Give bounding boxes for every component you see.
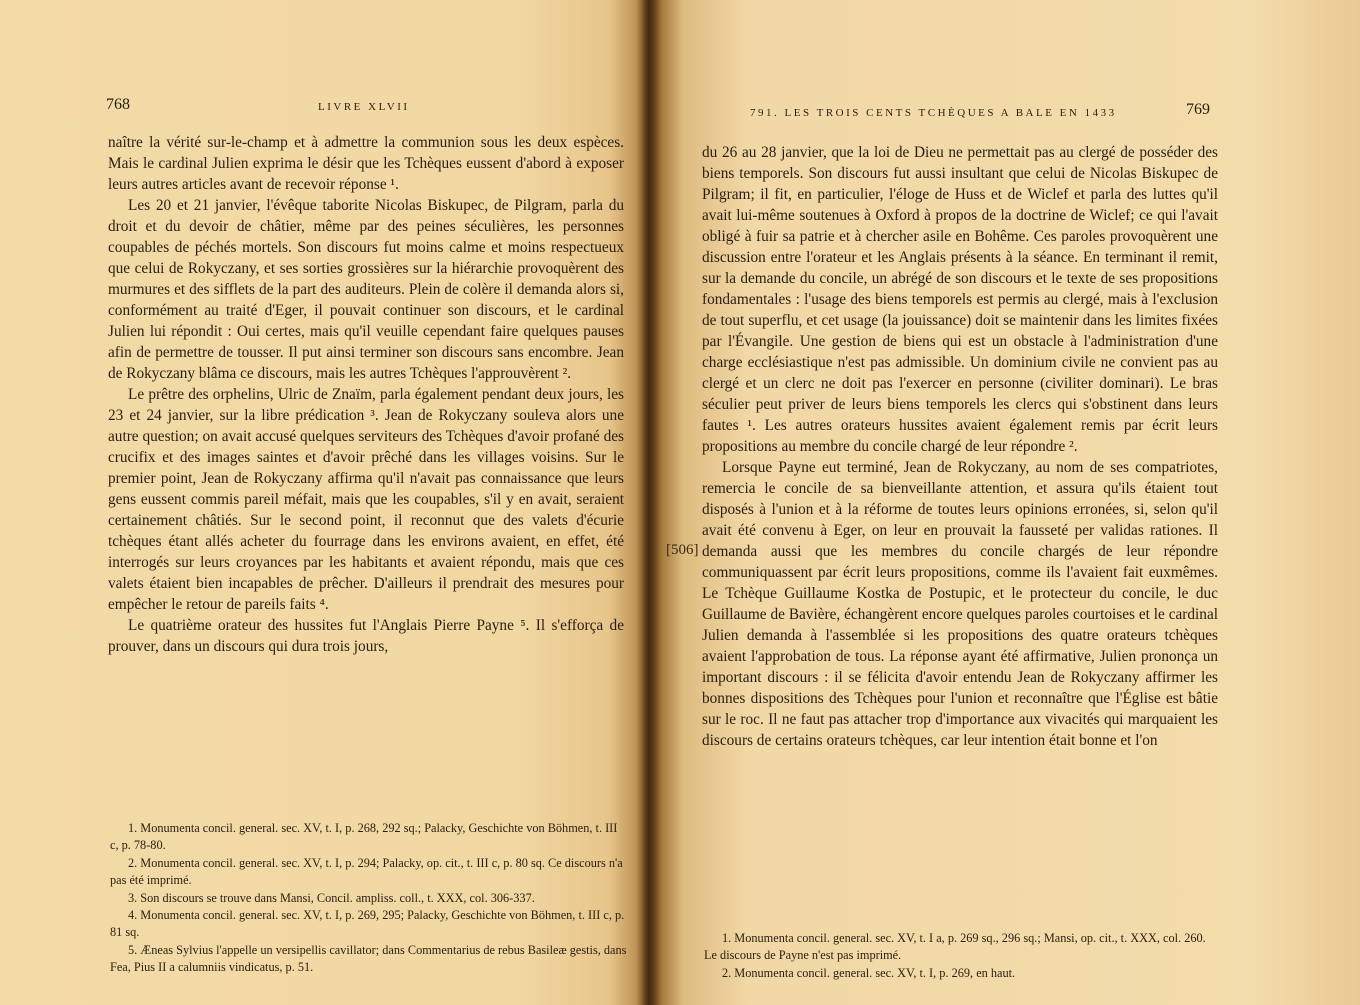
left-footnotes bbox=[110, 820, 628, 977]
paragraph: naître la vérité sur-le-champ et à admettre la communion sous les deux espèces. Mais le cardinal Julien exprima le désir que les Tchèques eussent d'abord à exposer leurs autres articles avant de recevoir réponse ¹. bbox=[108, 134, 624, 193]
footnote: 1. Monumenta concil. general. sec. XV, t. I a, p. 269 sq., 296 sq.; Mansi, op. cit., t. XXX, col. 260. Le discours de Payne n'est pas imprimé. bbox=[704, 931, 1206, 963]
page-number-left: 768 bbox=[106, 96, 130, 113]
paragraph: Lorsque Payne eut terminé, Jean de Rokyczany, au nom de ses compatriotes, remercia le concile de sa bienveillante attention, et assura qu'ils étaient tout disposés à l'union et à la réforme de toutes leurs opinions erronées, si, selon qu'il avait été convenu à Eger, on leur en prouvait la fausseté per validas rationes. Il demanda aussi que les membres du concile chargés de leur répondre communiquassent par écrit leurs propositions, comme ils l'avaient fait euxmêmes. Le Tchèque Guillaume Kostka de Postupic, et le protecteur du concile, le duc Guillaume de Bavière, échangèrent encore quelques paroles courtoises et le cardinal Julien demanda à l'assemblée si les propositions des quatre orateurs tchèques avaient l'approbation de tous. La réponse ayant été affirmative, Julien prononça un important discours : il se félicita d'avoir entendu Jean de Rokyczany affirmer les bonnes dispositions des Tchèques pour l'union et reconnaître que l'Église est bâtie sur le roc. Il ne faut pas attacher trop d'importance aux vivacités qui marquaient les discours de certains orateurs tchèques, car leur intention était bonne et l'on bbox=[702, 459, 1218, 749]
running-head-right: 791. LES TROIS CENTS TCHÈQUES A BALE EN 1433 bbox=[750, 107, 1117, 119]
left-page bbox=[0, 0, 648, 1005]
left-body-text bbox=[108, 132, 624, 657]
footnote: 5. Æneas Sylvius l'appelle un versipellis cavillator; dans Commentarius de rebus Basileæ gestis, dans Fea, Pius II a calumniis vindicatus, p. 51. bbox=[110, 942, 627, 975]
running-head-left: LIVRE XLVII bbox=[318, 101, 410, 113]
footnote: 1. Monumenta concil. general. sec. XV, t. I, p. 268, 292 sq.; Palacky, Geschichte von Böhmen, t. III c, p. 78-80. bbox=[110, 821, 618, 853]
margin-page-reference: [506] bbox=[666, 542, 699, 558]
footnote: 4. Monumenta concil. general. sec. XV, t. I, p. 269, 295; Palacky, Geschichte von Böhmen, t. III c, p. 81 sq. bbox=[110, 908, 625, 940]
footnote: 2. Monumenta concil. general. sec. XV, t. I, p. 269, en haut. bbox=[722, 965, 1016, 980]
page-number-right: 769 bbox=[1186, 101, 1210, 118]
right-page bbox=[648, 0, 1360, 1005]
book-gutter bbox=[636, 0, 662, 1005]
right-footnotes bbox=[704, 930, 1220, 982]
paragraph: Le prêtre des orphelins, Ulric de Znaïm, parla également pendant deux jours, les 23 et 24 janvier, sur la libre prédication ³. Jean de Rokyczany souleva alors une autre question; on avait accusé quelques serviteurs des Tchèques d'avoir profané des crucifix et des images saintes et d'avoir prêché dans les villages voisins. Sur le premier point, Jean de Rokyczany affirma qu'il n'avait pas connaissance que leurs gens eussent commis pareil méfait, mais que les coupables, s'il y en avait, seraient certainement châtiés. Sur le second point, il reconnut que des valets d'écurie tchèques étant allés acheter du fourrage dans les environs avaient, en effet, été interrogés sur leurs croyances par les habitants et avaient répondu, mais que ces valets étaient bien incapables de prêcher. D'ailleurs il prendrait des mesures pour empêcher le retour de pareils faits ⁴. bbox=[108, 386, 624, 613]
footnote: 3. Son discours se trouve dans Mansi, Concil. ampliss. coll., t. XXX, col. 306-337. bbox=[128, 890, 535, 905]
right-body-text bbox=[702, 142, 1218, 751]
paragraph: Le quatrième orateur des hussites fut l'Anglais Pierre Payne ⁵. Il s'efforça de prouver, dans un discours qui dura trois jours, bbox=[108, 617, 624, 655]
paragraph: du 26 au 28 janvier, que la loi de Dieu ne permettait pas au clergé de posséder des biens temporels. Son discours fut aussi insultant que celui de Nicolas Biskupec de Pilgram; il fit, en particulier, l'éloge de Huss et de Wiclef et parla des luttes qu'il avait lui-même soutenues à Oxford à propos de la doctrine de Wiclef; ce qui l'avait obligé à fuir sa patrie et à chercher asile en Bohême. Ces paroles provoquèrent une discussion entre l'orateur et les Anglais présents à la séance. En terminant il remit, sur la demande du concile, un abrégé de son discours et le texte de ses propositions fondamentales : l'usage des biens temporels est permis au clergé, mais à l'exclusion de tout superflu, et cet usage (la jouissance) doit se maintenir dans les limites fixées par l'Évangile. Une gestion de biens qui est un obstacle à l'administration d'une charge ecclésiastique n'est pas admissible. Un dominium civile ne convient pas au clergé et un clerc ne doit pas l'exercer en personne (civiliter dominari). Le bras séculier peut priver de leurs biens temporels les clercs qui s'obstinent dans leurs fautes ¹. Les autres orateurs hussites avaient également remis par écrit leurs propositions au membre du concile chargé de leur répondre ². bbox=[702, 144, 1218, 455]
footnote: 2. Monumenta concil. general. sec. XV, t. I, p. 294; Palacky, op. cit., t. III c, p. 80 sq. Ce discours n'a pas été imprimé. bbox=[110, 855, 623, 888]
paragraph: Les 20 et 21 janvier, l'évêque taborite Nicolas Biskupec, de Pilgram, parla du droit et du devoir de châtier, même par des peines séculières, les personnes coupables de péchés mortels. Son discours fut moins calme et moins respectueux que celui de Rokyczany, et ses sorties grossières sur la hiérarchie provoquèrent des murmures et des sifflets de la part des auditeurs. Plein de colère il demanda alors si, conformément au traité d'Eger, il pouvait continuer son discours, et le cardinal Julien lui répondit : Oui certes, mais qu'il veuille cependant faire quelques pauses afin de permettre de tousser. Il put ainsi terminer son discours sans encombre. Jean de Rokyczany blâma ce discours, mais les autres Tchèques l'approuvèrent ². bbox=[108, 197, 624, 382]
